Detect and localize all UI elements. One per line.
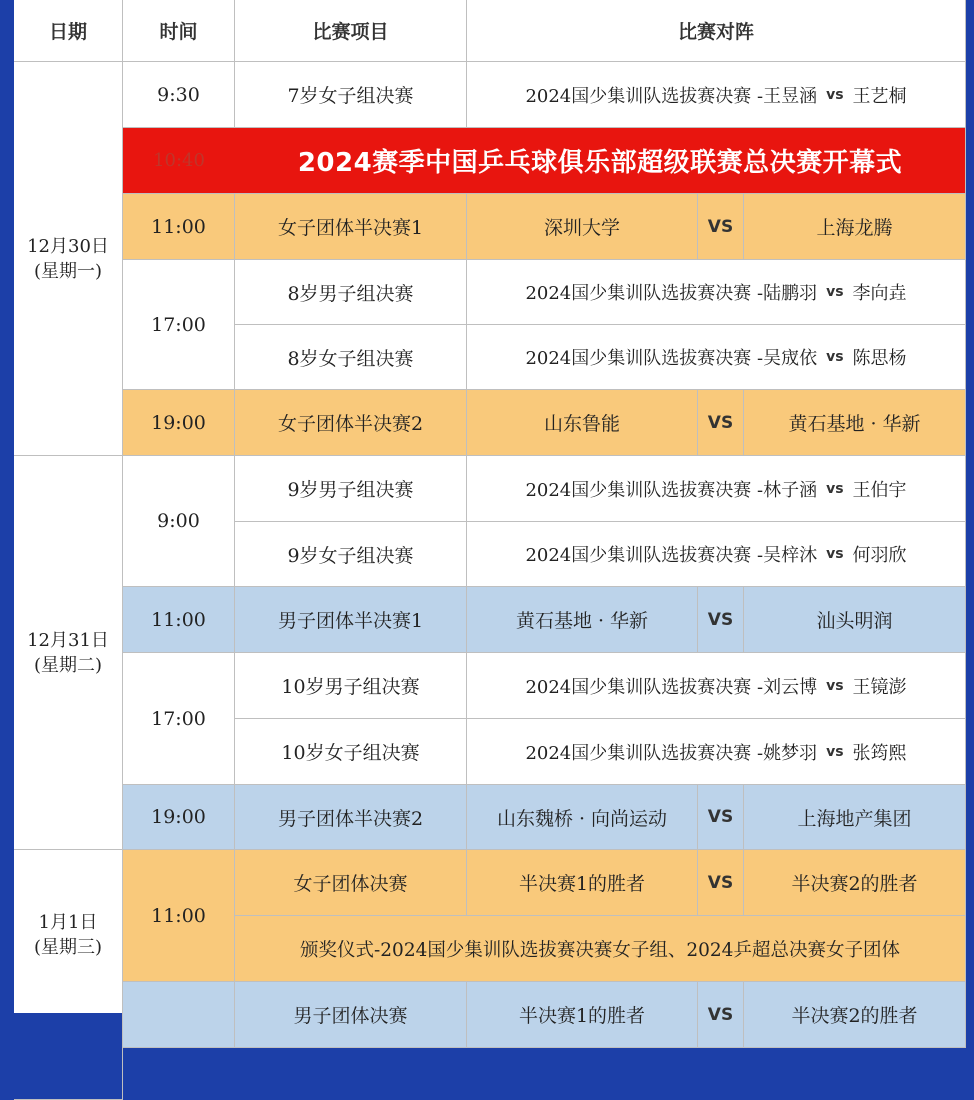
match-prefix: 2024国少集训队选拔赛决赛 - [525, 742, 764, 764]
header-event: 比赛项目 [235, 0, 467, 62]
time-cell: 17:00 [123, 260, 235, 390]
player1: 王昱涵 [763, 85, 818, 107]
vs-label: vs [826, 546, 844, 562]
time-cell: 17:00 [123, 653, 235, 785]
player1: 陆鹏羽 [763, 283, 818, 304]
player2: 陈思杨 [852, 348, 907, 369]
vs-label: VS [698, 587, 744, 653]
vs-label: vs [826, 677, 844, 694]
header-date: 日期 [14, 0, 123, 62]
date-label: 1月1日 [38, 911, 98, 933]
vs-label: vs [826, 349, 844, 365]
award-ceremony-cell: 颁奖仪式-2024国少集训队选拔赛决赛女子组、2024乒超总决赛女子团体 [235, 916, 966, 982]
schedule-table [14, 0, 966, 1027]
team2-cell: 汕头明润 [744, 587, 966, 653]
match-prefix: 2024国少集训队选拔赛决赛 - [525, 545, 764, 566]
header-matchup: 比赛对阵 [467, 0, 966, 62]
time-cell: 19:00 [123, 390, 235, 456]
opening-ceremony-banner: 2024赛季中国乒乓球俱乐部超级联赛总决赛开幕式 [235, 128, 966, 194]
time-cell: 11:00 [123, 194, 235, 260]
vs-label: VS [698, 785, 744, 850]
team2-cell: 黄石基地 · 华新 [744, 390, 966, 456]
team2-cell: 半决赛2的胜者 [744, 982, 966, 1048]
player2: 王镜澎 [852, 676, 907, 698]
event-cell: 7岁女子组决赛 [235, 62, 467, 128]
match-prefix: 2024国少集训队选拔赛决赛 - [525, 676, 764, 698]
matchup-cell [467, 719, 966, 785]
event-cell: 男子团体决赛 [235, 982, 467, 1048]
date-cell-jan1 [14, 850, 123, 1100]
weekday-label: (星期一) [33, 260, 103, 282]
event-cell: 男子团体半决赛2 [235, 785, 467, 850]
time-cell: 9:30 [123, 62, 235, 128]
team1-cell: 半决赛1的胜者 [467, 850, 698, 916]
vs-label: VS [698, 390, 744, 456]
time-cell: 10:40 [123, 128, 235, 194]
matchup-cell [467, 325, 966, 390]
event-cell: 9岁男子组决赛 [235, 456, 467, 522]
player1: 吴宬依 [763, 348, 818, 369]
vs-label: vs [826, 86, 844, 103]
player2: 王伯宇 [852, 479, 907, 501]
vs-label: VS [698, 194, 744, 260]
player1: 林子涵 [763, 479, 818, 501]
player2: 何羽欣 [852, 545, 907, 566]
team1-cell: 深圳大学 [467, 194, 698, 260]
vs-label: VS [698, 850, 744, 916]
match-prefix: 2024国少集训队选拔赛决赛 - [525, 479, 764, 501]
event-cell: 男子团体半决赛1 [235, 587, 467, 653]
matchup-cell [467, 653, 966, 719]
matchup-cell [467, 260, 966, 325]
time-cell [123, 982, 235, 1048]
team1-cell: 半决赛1的胜者 [467, 982, 698, 1048]
player2: 张筠熙 [852, 742, 907, 764]
matchup-cell [467, 62, 966, 128]
match-prefix: 2024国少集训队选拔赛决赛 - [525, 283, 764, 304]
vs-label: VS [698, 982, 744, 1048]
header-time: 时间 [123, 0, 235, 62]
player2: 李向垚 [852, 283, 907, 304]
weekday-label: (星期三) [33, 936, 103, 958]
event-cell: 10岁男子组决赛 [235, 653, 467, 719]
team1-cell: 山东魏桥 · 向尚运动 [467, 785, 698, 850]
event-cell: 9岁女子组决赛 [235, 522, 467, 587]
event-cell: 女子团体半决赛1 [235, 194, 467, 260]
time-cell: 19:00 [123, 785, 235, 850]
matchup-cell [467, 456, 966, 522]
match-prefix: 2024国少集训队选拔赛决赛 - [525, 85, 764, 107]
vs-label: vs [826, 743, 844, 760]
vs-label: vs [826, 480, 844, 497]
matchup-cell [467, 522, 966, 587]
player1: 刘云博 [763, 676, 818, 698]
time-cell: 9:00 [123, 456, 235, 587]
date-cell-dec30 [14, 62, 123, 456]
player1: 姚梦羽 [763, 742, 818, 764]
date-cell-dec31 [14, 456, 123, 850]
player2: 王艺桐 [852, 85, 907, 107]
date-label: 12月30日 [27, 235, 109, 257]
time-cell: 11:00 [123, 587, 235, 653]
event-cell: 女子团体半决赛2 [235, 390, 467, 456]
event-cell: 8岁女子组决赛 [235, 325, 467, 390]
team1-cell: 黄石基地 · 华新 [467, 587, 698, 653]
match-prefix: 2024国少集训队选拔赛决赛 - [525, 348, 764, 369]
player1: 吴梓沐 [763, 545, 818, 566]
team2-cell: 上海龙腾 [744, 194, 966, 260]
team1-cell: 山东鲁能 [467, 390, 698, 456]
vs-label: vs [826, 284, 844, 300]
event-cell: 女子团体决赛 [235, 850, 467, 916]
team2-cell: 上海地产集团 [744, 785, 966, 850]
event-cell: 8岁男子组决赛 [235, 260, 467, 325]
event-cell: 10岁女子组决赛 [235, 719, 467, 785]
date-label: 12月31日 [27, 629, 109, 651]
weekday-label: (星期二) [33, 654, 103, 676]
time-cell: 11:00 [123, 850, 235, 982]
team2-cell: 半决赛2的胜者 [744, 850, 966, 916]
